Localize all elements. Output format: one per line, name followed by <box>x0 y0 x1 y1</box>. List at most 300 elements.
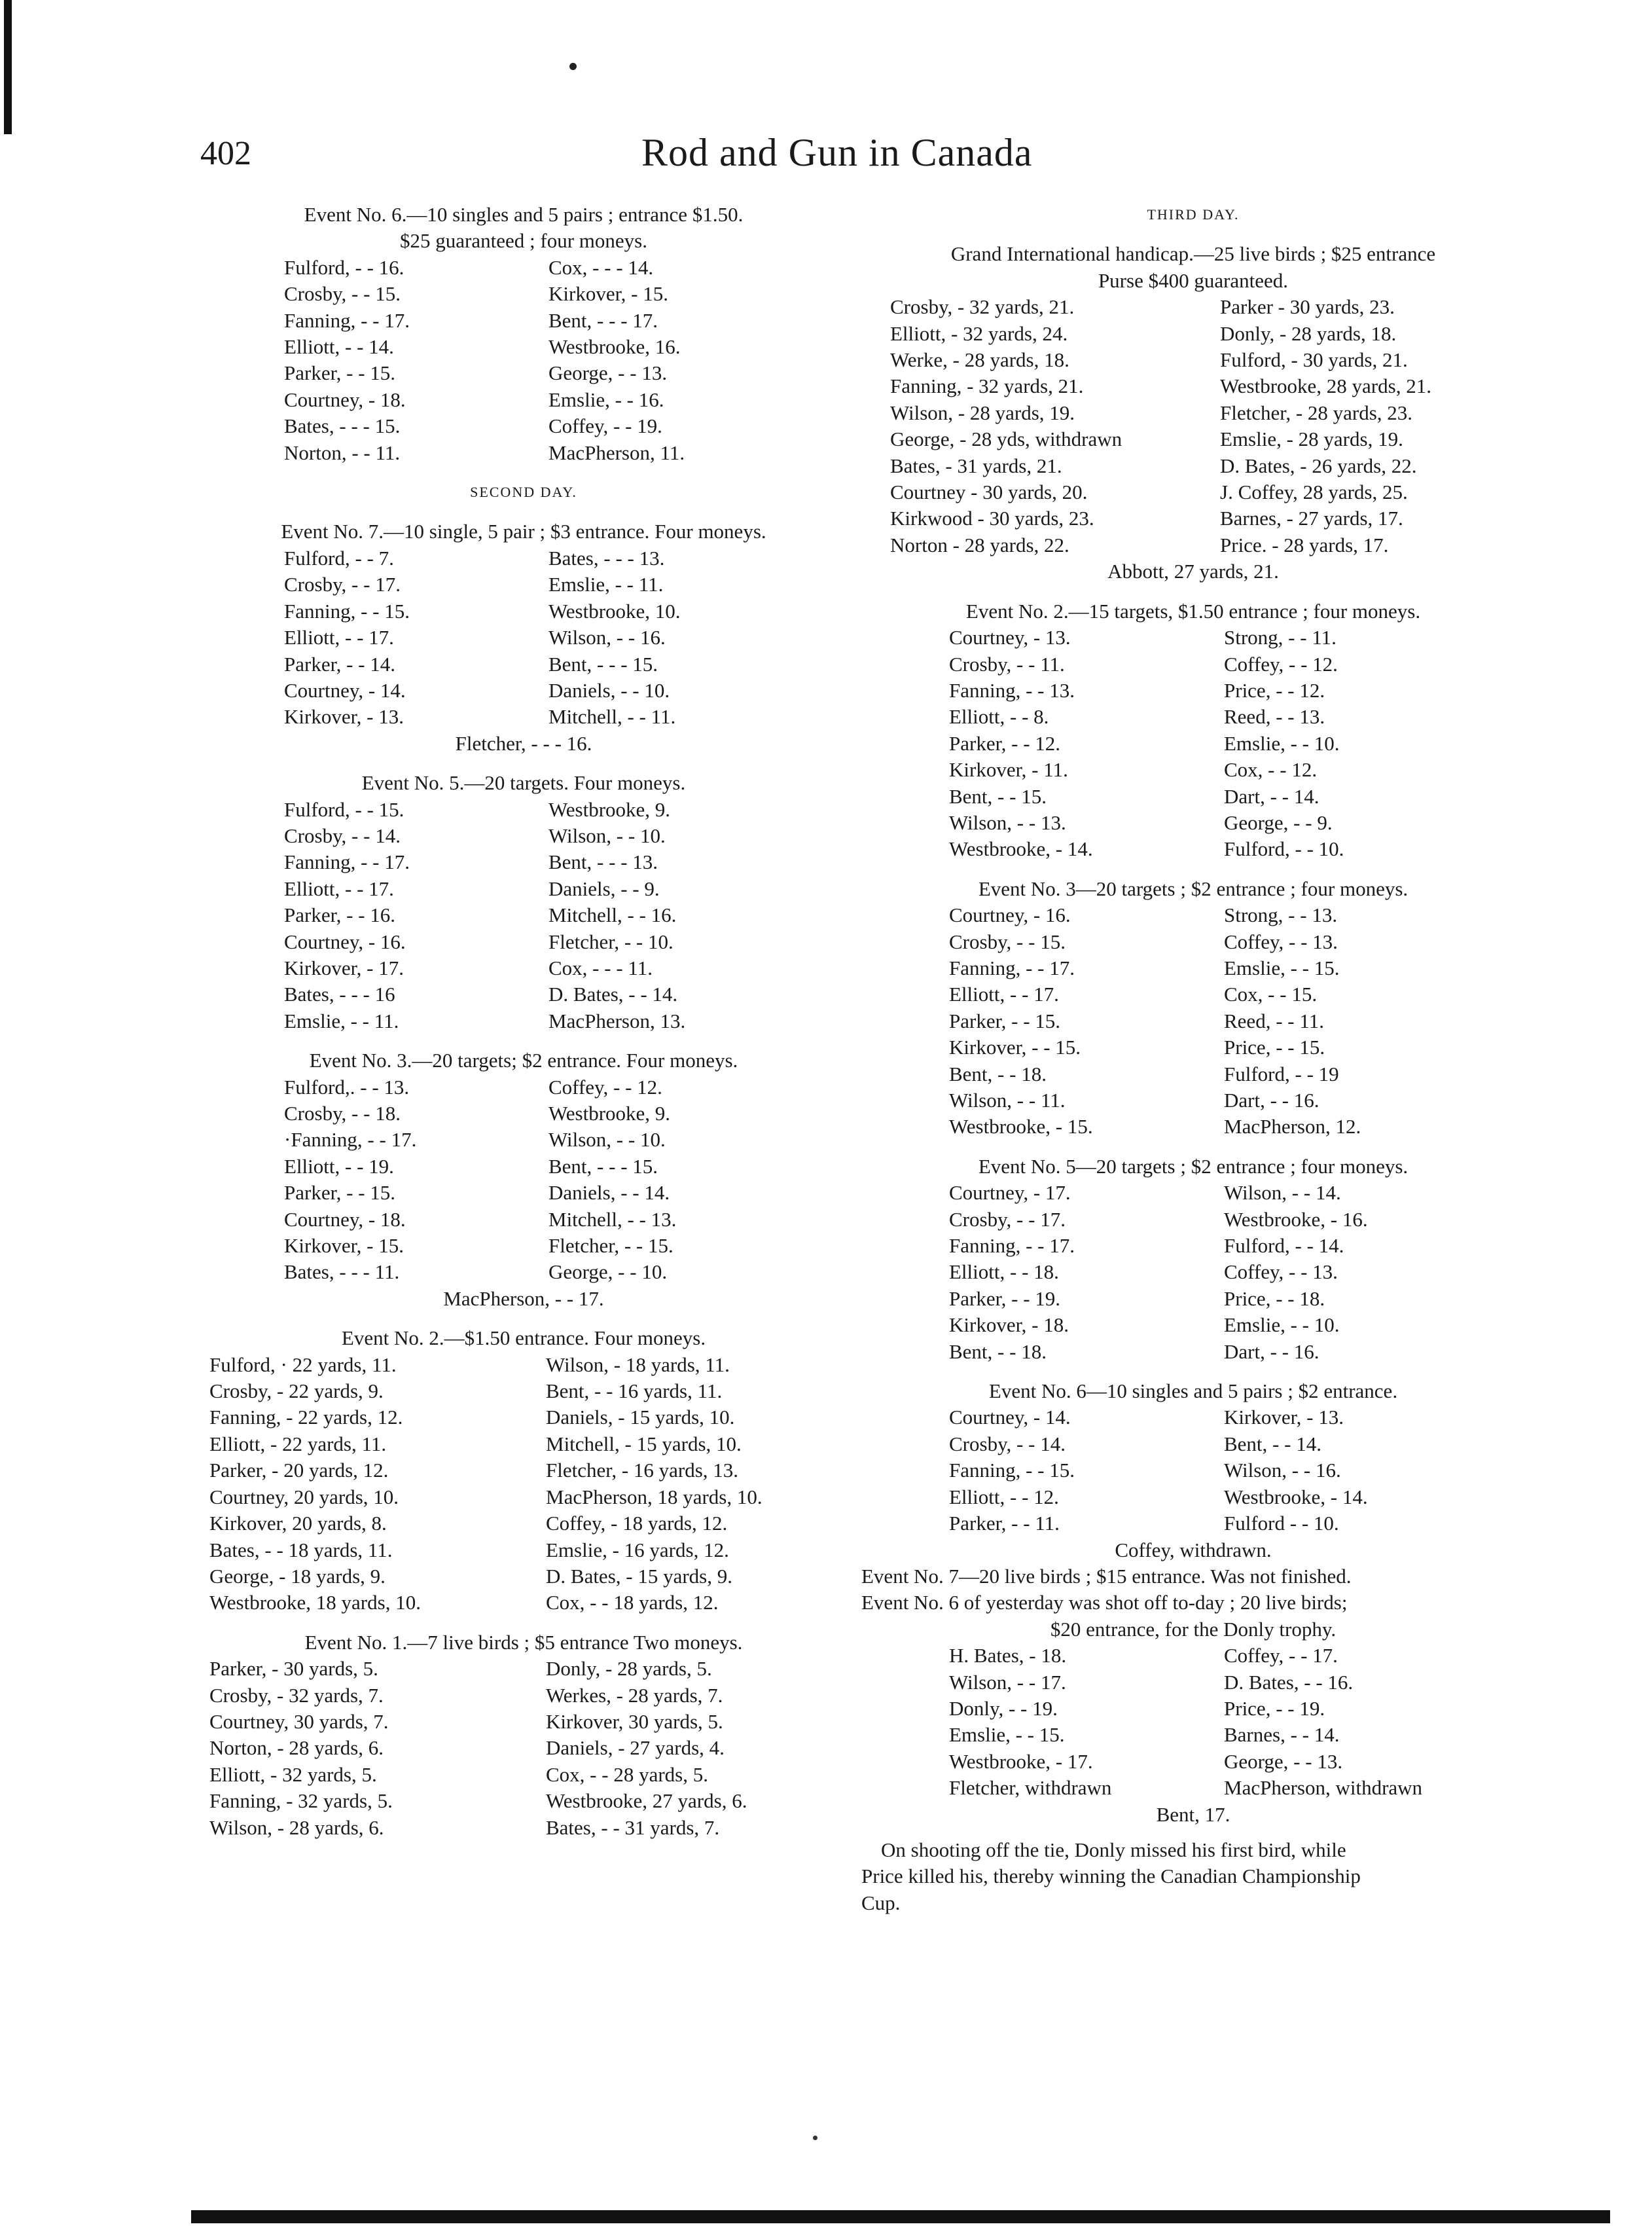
result-entry: Courtney, - 18. <box>284 388 406 411</box>
result-entry: Wilson, - - 10. <box>548 1128 666 1152</box>
result-entry: Westbrooke, 10. <box>548 599 681 623</box>
spacer <box>196 757 851 770</box>
result-entry: Wilson, - 28 yards, 6. <box>209 1815 384 1839</box>
result-entry: Fanning, - - 17. <box>949 956 1075 979</box>
result-entry: Fletcher, - 16 yards, 13. <box>546 1459 739 1482</box>
result-row <box>196 572 851 598</box>
result-entry: Mitchell, - - 16. <box>548 903 677 927</box>
result-row <box>861 1114 1525 1140</box>
result-row <box>196 1074 851 1101</box>
event-heading: Event No. 6.—10 singles and 5 pairs ; entrance $1.50. <box>304 203 744 226</box>
result-entry: Westbrooke, 27 yards, 6. <box>546 1789 747 1813</box>
result-entry: Courtney, - 14. <box>284 678 406 702</box>
result-entry: Mitchell, - - 13. <box>548 1207 677 1231</box>
result-entry: Parker, - - 11. <box>949 1512 1060 1535</box>
result-row <box>196 1154 851 1180</box>
result-row <box>196 1656 851 1682</box>
result-entry: George, - 18 yards, 9. <box>209 1564 386 1588</box>
result-entry: Price, - - 12. <box>1224 678 1325 702</box>
result-entry: MacPherson, 12. <box>1224 1115 1361 1138</box>
results-table <box>861 625 1525 863</box>
result-entry: Westbrooke, - 15. <box>949 1115 1093 1138</box>
result-row <box>196 281 851 307</box>
result-entry: Kirkover, - 15. <box>548 282 668 306</box>
result-row <box>861 625 1525 651</box>
result-entry: Price, - - 18. <box>1224 1286 1325 1310</box>
result-entry: Courtney, 30 yards, 7. <box>209 1709 389 1733</box>
result-row <box>861 1696 1525 1722</box>
result-entry: Emslie, - - 15. <box>1224 956 1340 979</box>
result-entry: Norton, - - 11. <box>284 441 401 464</box>
result-entry: Fanning, - - 15. <box>284 599 410 623</box>
spacer <box>861 1140 1525 1154</box>
margin-rule <box>4 0 12 134</box>
result-entry: Barnes, - 27 yards, 17. <box>1220 507 1403 530</box>
result-row <box>861 1404 1525 1430</box>
result-row <box>861 347 1525 373</box>
result-entry: J. Coffey, 28 yards, 25. <box>1220 481 1408 504</box>
spacer <box>196 466 851 479</box>
result-row <box>196 413 851 439</box>
result-row <box>861 321 1525 347</box>
result-entry: George, - - 10. <box>548 1260 668 1284</box>
result-row <box>196 1815 851 1841</box>
event-heading: Event No. 2.—$1.50 entrance. Four moneys. <box>341 1326 706 1350</box>
result-entry: Donly, - - 19. <box>949 1696 1058 1720</box>
result-entry: Dart, - - 16. <box>1224 1339 1320 1363</box>
result-entry: Fulford, - - 19 <box>1224 1062 1339 1085</box>
result-row <box>861 1312 1525 1338</box>
result-entry: Price. - 28 yards, 17. <box>1220 533 1389 556</box>
result-row <box>861 902 1525 928</box>
result-entry: Fanning, - 22 yards, 12. <box>209 1406 403 1429</box>
result-entry: Fanning, - 32 yards, 5. <box>209 1789 393 1813</box>
result-row <box>861 1484 1525 1510</box>
result-entry: Bent, - - 18. <box>949 1339 1047 1363</box>
result-entry: Donly, - 28 yards, 18. <box>1220 321 1397 345</box>
result-entry: Westbrooke, 18 yards, 10. <box>209 1591 421 1614</box>
result-entry: Wilson, - - 16. <box>548 626 666 649</box>
result-entry: Bates, - - 18 yards, 11. <box>209 1538 393 1561</box>
result-entry: Mitchell, - - 11. <box>548 705 676 729</box>
result-entry: Dart, - - 16. <box>1224 1089 1320 1112</box>
result-entry: Emslie, - - 10. <box>1224 731 1340 755</box>
result-entry: Bates, - - - 15. <box>284 414 401 438</box>
result-entry: Crosby, - 32 yards, 7. <box>209 1683 384 1707</box>
result-entry: Crosby, - - 17. <box>284 573 401 596</box>
result-entry: Courtney, - 16. <box>949 903 1071 927</box>
result-row <box>196 1457 851 1484</box>
result-entry: MacPherson, 13. <box>548 1009 686 1032</box>
result-entry: Emslie, - - 15. <box>949 1723 1065 1747</box>
result-row <box>861 1259 1525 1285</box>
event-heading: Event No. 2.—15 targets, $1.50 entrance ; four moneys. <box>965 599 1421 623</box>
result-row <box>196 929 851 955</box>
result-row <box>861 453 1525 479</box>
spacer <box>196 1034 851 1047</box>
result-entry: Daniels, - - 9. <box>548 877 660 900</box>
result-entry: Parker, - 20 yards, 12. <box>209 1459 389 1482</box>
result-row <box>196 255 851 281</box>
result-entry: Kirkover, - 17. <box>284 956 404 979</box>
result-entry: Crosby, - 22 yards, 9. <box>209 1379 384 1403</box>
result-row <box>196 1762 851 1788</box>
result-entry: Strong, - - 11. <box>1224 626 1337 649</box>
results-table <box>196 797 851 1035</box>
result-row <box>861 1669 1525 1696</box>
result-entry: Bent, - - - 17. <box>548 308 658 332</box>
result-entry: Parker, - - 16. <box>284 903 396 927</box>
centered-line: Bent, 17. <box>1156 1802 1230 1826</box>
paragraph-line: On shooting off the tie, Donly missed his first bird, while <box>881 1838 1346 1861</box>
result-entry: Wilson, - 28 yards, 19. <box>890 401 1075 424</box>
result-entry: Westbrooke, - 17. <box>949 1749 1093 1773</box>
result-entry: Crosby, - - 15. <box>284 282 401 306</box>
result-row <box>196 1207 851 1233</box>
result-row <box>861 836 1525 862</box>
event-heading: Event No. 6—10 singles and 5 pairs ; $2 entrance. <box>988 1379 1398 1403</box>
result-entry: Bates, - 31 yards, 21. <box>890 454 1062 477</box>
result-entry: Mitchell, - 15 yards, 10. <box>546 1432 742 1455</box>
result-row <box>196 598 851 625</box>
result-entry: Wilson, - - 16. <box>1224 1459 1341 1482</box>
result-entry: Cox, - - 18 yards, 12. <box>546 1591 719 1614</box>
result-entry: Elliott, - - 17. <box>949 983 1059 1006</box>
result-entry: Bent, - - 16 yards, 11. <box>546 1379 723 1403</box>
spacer <box>861 863 1525 876</box>
result-row <box>196 545 851 572</box>
result-entry: ·Fanning, - - 17. <box>284 1128 417 1152</box>
result-entry: Bent, - - - 15. <box>548 652 658 676</box>
spacer <box>861 1365 1525 1378</box>
result-entry: Wilson, - - 11. <box>949 1089 1066 1112</box>
paragraph-line: Event No. 7—20 live birds ; $15 entrance. Was not finished. <box>861 1564 1352 1588</box>
result-entry: Crosby, - - 11. <box>949 652 1065 676</box>
result-entry: Westbrooke, 28 yards, 21. <box>1220 374 1431 398</box>
result-row <box>196 1683 851 1709</box>
results-table <box>861 294 1525 558</box>
result-row <box>196 1709 851 1735</box>
result-row <box>861 784 1525 810</box>
result-entry: Fanning, - - 17. <box>949 1234 1075 1258</box>
day-heading: SECOND DAY. <box>470 484 577 501</box>
result-row <box>861 1087 1525 1114</box>
results-table <box>196 1656 851 1841</box>
result-entry: Kirkover, - 15. <box>284 1234 404 1258</box>
result-row <box>861 757 1525 783</box>
print-speck <box>569 63 577 70</box>
result-entry: Norton, - 28 yards, 6. <box>209 1736 384 1760</box>
result-entry: D. Bates, - - 14. <box>548 983 678 1006</box>
result-row <box>196 902 851 928</box>
result-entry: Bates, - - - 16 <box>284 983 395 1006</box>
result-entry: Kirkover, - 13. <box>1224 1406 1344 1429</box>
result-entry: Kirkover, 30 yards, 5. <box>546 1709 723 1733</box>
result-entry: Bent, - - 18. <box>949 1062 1047 1085</box>
result-row <box>861 704 1525 730</box>
result-entry: Emslie, - - 11. <box>284 1009 399 1032</box>
result-row <box>196 1510 851 1537</box>
result-entry: Daniels, - - 14. <box>548 1181 670 1205</box>
result-row <box>861 1643 1525 1669</box>
result-entry: Coffey, - - 12. <box>548 1075 662 1099</box>
result-entry: Fanning, - - 15. <box>949 1459 1075 1482</box>
result-entry: Courtney, - 17. <box>949 1181 1071 1205</box>
result-entry: Daniels, - - 10. <box>548 678 670 702</box>
result-entry: Coffey, - - 12. <box>1224 652 1338 676</box>
result-entry: Norton - 28 yards, 22. <box>890 533 1069 556</box>
right-column <box>861 202 1525 1916</box>
results-table <box>861 1180 1525 1365</box>
result-row <box>861 955 1525 981</box>
result-entry: Crosby, - - 14. <box>949 1432 1066 1455</box>
result-entry: Fanning, - - 17. <box>284 308 410 332</box>
spacer <box>196 505 851 519</box>
footer-rule <box>191 2210 1610 2223</box>
results-table <box>861 1643 1525 1801</box>
result-row <box>861 1749 1525 1775</box>
result-entry: Parker, - - 15. <box>949 1009 1061 1032</box>
result-entry: Wilson, - - 14. <box>1224 1181 1341 1205</box>
centered-line: Coffey, withdrawn. <box>1115 1538 1272 1561</box>
centered-line: Fletcher, - - - 16. <box>455 731 592 755</box>
result-row <box>861 400 1525 426</box>
result-row <box>861 929 1525 955</box>
event-heading: Event No. 5—20 targets ; $2 entrance ; four moneys. <box>978 1154 1409 1178</box>
result-entry: Daniels, - 15 yards, 10. <box>546 1406 735 1429</box>
day-heading: THIRD DAY. <box>1147 206 1240 223</box>
spacer <box>861 585 1525 598</box>
result-entry: Bates, - - - 13. <box>548 546 665 570</box>
result-entry: Price, - - 15. <box>1224 1036 1325 1059</box>
left-column <box>196 202 851 1841</box>
result-entry: Wilson, - - 13. <box>949 810 1066 834</box>
result-entry: Westbrooke, 9. <box>548 797 671 821</box>
result-entry: Kirkover, - 18. <box>949 1313 1069 1337</box>
result-row <box>196 387 851 413</box>
result-row <box>861 1431 1525 1457</box>
result-row <box>196 678 851 704</box>
result-entry: Parker, - - 12. <box>949 731 1061 755</box>
result-entry: Fletcher, - - 15. <box>548 1234 673 1258</box>
result-row <box>196 625 851 651</box>
result-entry: Westbrooke, - 16. <box>1224 1207 1368 1231</box>
result-row <box>861 1207 1525 1233</box>
result-entry: Fulford, - - 15. <box>284 797 404 821</box>
result-row <box>196 955 851 981</box>
print-speck <box>813 2136 817 2140</box>
centered-line: $20 entrance, for the Donly trophy. <box>1050 1617 1337 1641</box>
result-entry: Westbrooke, - 14. <box>949 837 1093 861</box>
results-table <box>196 1352 851 1616</box>
result-row <box>196 1590 851 1616</box>
result-row <box>196 876 851 902</box>
result-row <box>196 1259 851 1285</box>
result-entry: Parker, - - 14. <box>284 652 396 676</box>
event-heading: Event No. 5.—20 targets. Four moneys. <box>361 771 686 795</box>
result-entry: Elliott, - 32 yards, 5. <box>209 1762 377 1786</box>
result-entry: MacPherson, 11. <box>548 441 685 464</box>
result-row <box>196 1008 851 1034</box>
centered-line: Abbott, 27 yards, 21. <box>1107 560 1279 583</box>
result-entry: Fulford, - - 10. <box>1224 837 1344 861</box>
result-row <box>196 1735 851 1761</box>
result-entry: Reed, - - 13. <box>1224 705 1325 729</box>
event-heading: Purse $400 guaranteed. <box>1098 268 1289 292</box>
result-entry: Elliott, - - 18. <box>949 1260 1059 1284</box>
result-entry: Fanning, - 32 yards, 21. <box>890 374 1084 398</box>
result-row <box>861 1775 1525 1801</box>
result-entry: Kirkover, - - 15. <box>949 1036 1081 1059</box>
result-row <box>861 1339 1525 1365</box>
results-table <box>196 545 851 731</box>
result-entry: Wilson, - - 17. <box>949 1670 1066 1694</box>
result-row <box>196 1788 851 1814</box>
result-entry: D. Bates, - 26 yards, 22. <box>1220 454 1417 477</box>
result-entry: Emslie, - - 10. <box>1224 1313 1340 1337</box>
result-row <box>861 426 1525 452</box>
result-entry: Emslie, - 16 yards, 12. <box>546 1538 729 1561</box>
result-entry: Fulford,. - - 13. <box>284 1075 410 1099</box>
result-entry: Bent, - - 14. <box>1224 1432 1321 1455</box>
result-entry: Cox, - - - 11. <box>548 956 653 979</box>
result-entry: Westbrooke, 16. <box>548 335 681 359</box>
result-row <box>196 1101 851 1127</box>
result-entry: Elliott, - - 17. <box>284 877 394 900</box>
result-row <box>861 1233 1525 1259</box>
result-entry: Barnes, - - 14. <box>1224 1723 1340 1747</box>
result-entry: Bent, - - - 15. <box>548 1154 658 1178</box>
result-row <box>196 1127 851 1153</box>
result-entry: Fulford - - 10. <box>1224 1512 1339 1535</box>
result-entry: George, - - 13. <box>548 361 668 385</box>
result-entry: Crosby, - - 17. <box>949 1207 1066 1231</box>
result-entry: Fanning, - - 17. <box>284 850 410 874</box>
result-entry: George, - 28 yds, withdrawn <box>890 428 1122 451</box>
result-entry: Elliott, - 22 yards, 11. <box>209 1432 387 1455</box>
result-entry: Bates, - - - 11. <box>284 1260 400 1284</box>
event-heading: Grand International handicap.—25 live birds ; $25 entrance <box>950 242 1436 266</box>
result-row <box>861 479 1525 505</box>
event-heading: Event No. 1.—7 live birds ; $5 entrance Two moneys. <box>304 1630 743 1654</box>
event-heading: $25 guaranteed ; four moneys. <box>400 229 647 253</box>
running-head: Rod and Gun in Canada <box>641 131 1033 174</box>
result-entry: Coffey, - - 13. <box>1224 930 1338 953</box>
spacer <box>861 228 1525 241</box>
result-entry: Parker, - - 19. <box>949 1286 1061 1310</box>
result-entry: Coffey, - - 13. <box>1224 1260 1338 1284</box>
result-row <box>861 810 1525 836</box>
result-row <box>196 440 851 466</box>
result-row <box>196 1563 851 1590</box>
result-row <box>196 797 851 823</box>
result-entry: Courtney, 20 yards, 10. <box>209 1485 399 1508</box>
result-row <box>861 1722 1525 1748</box>
result-entry: Dart, - - 14. <box>1224 784 1320 808</box>
results-table <box>861 902 1525 1140</box>
result-entry: Westbrooke, - 14. <box>1224 1485 1368 1508</box>
result-entry: Fulford, - - 7. <box>284 546 394 570</box>
result-row <box>196 1537 851 1563</box>
result-entry: MacPherson, withdrawn <box>1224 1776 1423 1800</box>
spacer <box>196 1616 851 1629</box>
result-entry: Bent, - - 15. <box>949 784 1047 808</box>
event-heading: Event No. 3—20 targets ; $2 entrance ; four moneys. <box>978 877 1409 900</box>
result-entry: Elliott, - - 12. <box>949 1485 1059 1508</box>
result-entry: Cox, - - 12. <box>1224 758 1318 782</box>
result-entry: Cox, - - 15. <box>1224 983 1318 1006</box>
result-row <box>861 1180 1525 1206</box>
result-row <box>196 1484 851 1510</box>
result-entry: Parker - 30 yards, 23. <box>1220 295 1395 319</box>
paragraph-line: Event No. 6 of yesterday was shot off to-day ; 20 live birds; <box>861 1591 1348 1614</box>
event-heading: Event No. 3.—20 targets; $2 entrance. Four moneys. <box>309 1049 738 1072</box>
result-row <box>861 532 1525 558</box>
result-entry: D. Bates, - - 16. <box>1224 1670 1354 1694</box>
result-entry: Westbrooke, 9. <box>548 1102 671 1125</box>
result-entry: George, - - 13. <box>1224 1749 1343 1773</box>
result-entry: Courtney, - 16. <box>284 930 406 953</box>
result-row <box>196 334 851 360</box>
result-row <box>861 1457 1525 1484</box>
result-entry: Emslie, - - 16. <box>548 388 664 411</box>
results-table <box>196 255 851 466</box>
result-entry: Courtney, - 14. <box>949 1406 1071 1429</box>
event-heading: Event No. 7.—10 single, 5 pair ; $3 entrance. Four moneys. <box>281 520 766 543</box>
result-entry: Fulford, - - 16. <box>284 255 404 279</box>
result-entry: Crosby, - 32 yards, 21. <box>890 295 1075 319</box>
result-entry: Coffey, - 18 yards, 12. <box>546 1512 728 1535</box>
result-entry: Courtney - 30 yards, 20. <box>890 481 1088 504</box>
result-row <box>861 1008 1525 1034</box>
results-table <box>861 1404 1525 1537</box>
result-entry: Elliott, - - 17. <box>284 626 394 649</box>
result-entry: Coffey, - - 19. <box>548 414 662 438</box>
result-row <box>861 1510 1525 1537</box>
result-row <box>196 651 851 678</box>
result-entry: Reed, - - 11. <box>1224 1009 1324 1032</box>
spacer <box>861 1828 1525 1837</box>
result-entry: Parker, - - 15. <box>284 361 396 385</box>
result-row <box>196 981 851 1008</box>
result-entry: Bates, - - 31 yards, 7. <box>546 1815 720 1839</box>
result-row <box>861 1034 1525 1061</box>
result-entry: George, - - 9. <box>1224 810 1333 834</box>
result-entry: Fulford, · 22 yards, 11. <box>209 1353 397 1376</box>
result-entry: Elliott, - 32 yards, 24. <box>890 321 1068 345</box>
result-entry: Cox, - - 28 yards, 5. <box>546 1762 708 1786</box>
result-row <box>196 1180 851 1206</box>
result-row <box>196 1431 851 1457</box>
result-entry: Kirkwood - 30 yards, 23. <box>890 507 1094 530</box>
result-entry: Fanning, - - 13. <box>949 678 1075 702</box>
result-entry: Parker, - 30 yards, 5. <box>209 1657 378 1681</box>
result-entry: Kirkover, - 13. <box>284 705 404 729</box>
result-entry: Parker, - - 15. <box>284 1181 396 1205</box>
result-row <box>861 981 1525 1008</box>
result-entry: Cox, - - - 14. <box>548 255 654 279</box>
paragraph-line: Price killed his, thereby winning the Canadian Championship <box>861 1865 1361 1888</box>
result-row <box>861 1061 1525 1087</box>
result-entry: Bent, - - - 13. <box>548 850 658 874</box>
result-row <box>196 823 851 849</box>
result-row <box>196 704 851 730</box>
result-row <box>861 294 1525 320</box>
centered-line: MacPherson, - - 17. <box>443 1286 604 1310</box>
result-entry: Coffey, - - 17. <box>1224 1644 1338 1667</box>
result-entry: Crosby, - - 15. <box>949 930 1066 953</box>
result-entry: Elliott, - - 19. <box>284 1154 394 1178</box>
